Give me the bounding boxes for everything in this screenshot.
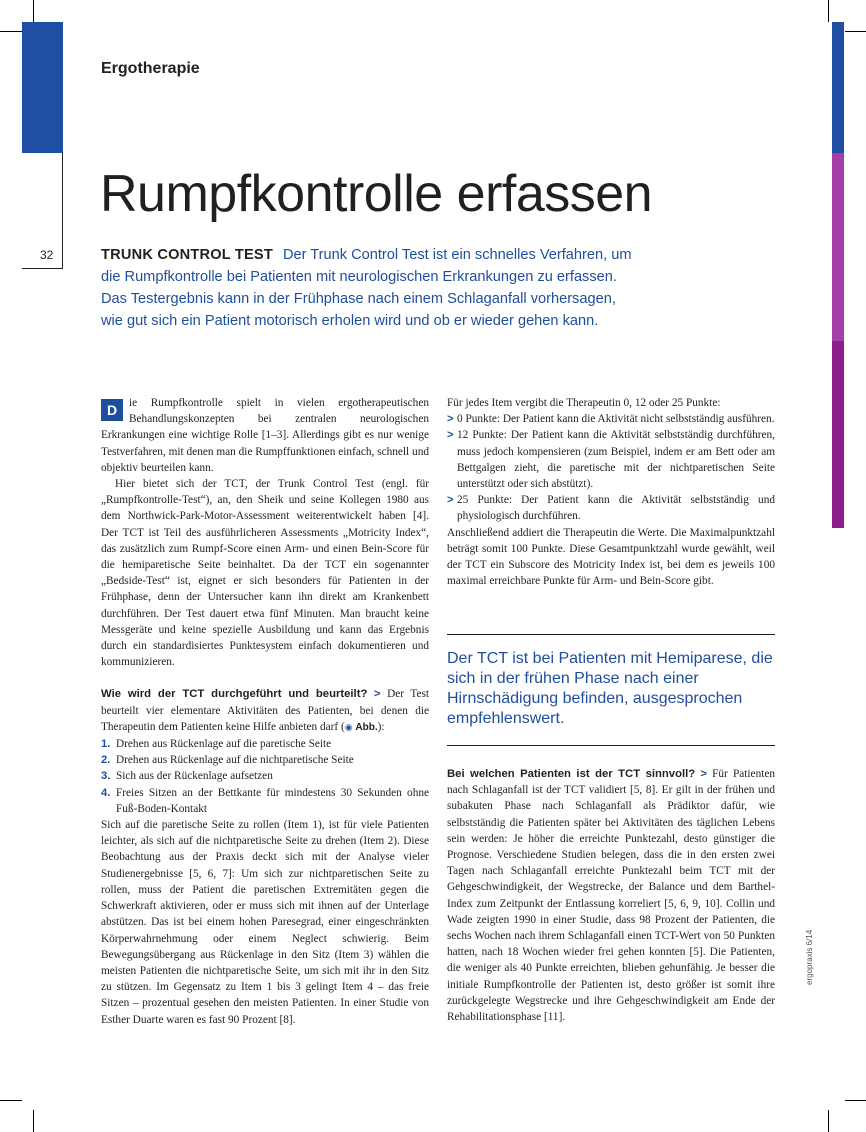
page-number-rule (22, 268, 63, 269)
points-list (447, 411, 775, 524)
page-title: Rumpfkontrolle erfassen (100, 165, 653, 223)
dropcap: D (101, 399, 123, 421)
question-heading: Bei welchen Patienten ist der TCT sinnvoll? (447, 768, 696, 780)
column-right-lower (447, 766, 775, 1025)
paragraph: Sich auf die paretische Seite zu rollen (Item 1), ist für viele Patienten leichter, als sich auf die nichtparetische Seite zu drehen (Item 2). Diese Beobachtung aus der Praxis deckt sich mit der Analyse vieler Studienergebnisse [5, 6, 7]: Um sich zur nichtparetischen Seite zu rollen, muss der Patient die paretischen Extremitäten gegen die Schwerkraft aktivieren, oder er muss sich mit ihnen auf der Unterlage abstützen. Das ist bei einem hohen Paresegrad, einer eingeschränkten Körperwahrnehmung oder einem Neglect schwierig. Beim Bewegungsübergang aus Rückenlage in den Sitz (Item 3) wählen die meisten Patienten die nichtparetische Seite, um sich mit ihr in den Sitz zu stützen. Im Gegensatz zu Item 1 bis 3 gelingt Item 4 – das freie Sitzen – prozentual gesehen den meisten Patienten. In einer Studie von Esther Duarte waren es fast 90 Prozent [8]. (101, 819, 429, 1026)
arrow-icon: > (700, 768, 707, 780)
list-item: 3. Sich aus der Rückenlage aufsetzen (101, 770, 273, 783)
lead-label: TRUNK CONTROL TEST (101, 247, 273, 263)
list-item: > 12 Punkte: Der Patient kann die Aktivität selbstständig durchführen, muss jedoch kompensieren (zum Beispiel, indem er am Bett oder am Bettgalgen zieht, die paretische mit der nichtparetischen Seite unterstützt oder sich abstützt). (447, 429, 775, 491)
page-number: 32 (40, 248, 54, 262)
left-rule-vertical (62, 153, 63, 268)
question-heading: Wie wird der TCT durchgeführt und beurteilt? (101, 688, 368, 701)
right-color-bar-magenta (832, 341, 844, 528)
crop-mark (828, 1110, 829, 1132)
list-item: 1. Drehen aus Rückenlage auf die paretische Seite (101, 738, 332, 751)
column-right (447, 395, 775, 589)
crop-mark (845, 31, 866, 32)
crop-mark (845, 1100, 866, 1101)
figure-reference-link[interactable]: Abb. (355, 721, 378, 733)
section-label: Ergotherapie (101, 60, 200, 77)
question-paragraph: Wie wird der TCT durchgeführt und beurteilt? > Der Test beurteilt vier elementare Aktivitäten des Patienten, bei denen die Therapeutin dem Patienten keine Hilfe anbieten darf (◉ Abb.): (101, 688, 429, 733)
paragraph: Hier bietet sich der TCT, der Trunk Control Test (engl. für „Rumpfkontrolle-Test“), an, den Sheik und seine Kollegen 1980 aus dem Northwick-Park-Motor-Assessment weiterentwickelt haben [4]. Der TCT ist Teil des ausführlicheren Assessments „Motricity Index“, das zusätzlich zum Rumpf-Score einen Arm- und einen Bein-Score für die hemiparetische Seite beinhaltet. Da der TCT ein sogenannter „Bedside-Test“ ist, eignet er sich besonders für Patienten in der Frühphase, denn der Untersucher kann ihn direkt am Krankenbett durchführen. Der Test dauert etwa fünf Minuten. Man braucht keine Messgeräte und keine spezielle Ausbildung und kann das Ergebnis durch ein standardisiertes Punktesystem einfach dokumentieren und kommunizieren. (101, 478, 429, 669)
left-color-bar (22, 22, 63, 153)
right-color-bar-purple (832, 153, 844, 341)
points-intro: Für jedes Item vergibt die Therapeutin 0, 12 oder 25 Punkte: (447, 397, 721, 409)
crop-mark (33, 0, 34, 22)
paragraph: Anschließend addiert die Therapeutin die Werte. Die Maximalpunktzahl beträgt somit 100 Punkte. Diese Gesamtpunktzahl wurde gewählt, weil der TCT ein Subscore des Motricity Index ist, bei dem es jeweils 100 maximal erreichbare Punkte für Arm- und Bein-Score gibt. (447, 526, 775, 588)
lead-paragraph (101, 244, 641, 332)
arrow-icon: > (373, 688, 381, 701)
question-paragraph: Bei welchen Patienten ist der TCT sinnvoll? > Für Patienten nach Schlaganfall ist der TCT validiert [5, 8]. Er gilt in der frühen und subakuten Phase nach Schlaganfall als Prädiktor dafür, wie selbstständig die Patienten später bei Aktivitäten des täglichen Lebens sein werden: Je höher die erreichte Punktezahl, desto günstiger die Prognose. Verschiedene Studien belegen, dass die in den ersten zwei Tagen nach Schlaganfall erreichte Punktezahl beim TCT mit der Gehgeschwindigkeit, der Wegstrecke, der Balance und dem Barthel-Index zum Zeitpunkt der Entlassung korreliert [5, 6, 9, 10]. Collin und Wade zeigten 1990 in einer Studie, dass 98 Prozent der Patienten, die sechs Wochen nach ihrem Schlaganfall einen TCT-Wert von 50 Punkten hatten, nach 18 Wochen wieder frei gehen konnten [5]. Die Patienten, die weniger als 40 Punkte erreichten, blieben gehunfähig. Je besser die initiale Rumpfkontrolle der Patienten ist, desto größer ist somit ihre zurückgelegte Wegstrecke und ihre Gehgeschwindigkeit am Ende der Rehabilitationsphase [11]. (447, 768, 776, 1024)
pull-quote: Der TCT ist bei Patienten mit Hemiparese, die sich in der frühen Phase nach einer Hirnschädigung befinden, ausgesprochen empfehlenswert. (447, 634, 775, 746)
right-color-bar-blue (832, 22, 844, 153)
list-item: > 0 Punkte: Der Patient kann die Aktivität nicht selbstständig ausführen. (447, 413, 775, 426)
item-list (101, 736, 429, 817)
list-item: 4. Freies Sitzen an der Bettkante für mindestens 30 Sekunden ohne Fuß-Boden-Kontakt (101, 786, 429, 815)
list-item: > 25 Punkte: Der Patient kann die Aktivität selbstständig und physiologisch durchführen. (447, 494, 775, 523)
intro-paragraph: D ie Rumpfkontrolle spielt in vielen ergotherapeutischen Behandlungskonzepten bei zentralen neurologischen Erkrankungen eine wichtige Rolle [1–3]. Allerdings gibt es nur wenige Testverfahren, mit denen man die Rumpffunktionen einfach, schnell und objektiv beurteilen kann. (101, 397, 429, 474)
footer-journal: ergopraxis 6/14 (805, 929, 814, 985)
list-item: 2. Drehen aus Rückenlage auf die nichtparetische Seite (101, 754, 354, 767)
crop-mark (0, 1100, 22, 1101)
column-left (101, 395, 429, 1028)
crop-mark (33, 1110, 34, 1132)
eye-icon: ◉ (344, 721, 353, 732)
crop-mark (828, 0, 829, 22)
crop-mark (0, 31, 22, 32)
lead-text: Der Trunk Control Test ist ein schnelles Verfahren, um die Rumpfkontrolle bei Patienten mit neurologischen Erkrankungen zu erfassen. Das Testergebnis kann in der Frühphase nach einem Schlaganfall vorhersagen, wie gut sich ein Patient motorisch erholen wird und ob er wieder gehen kann. (101, 247, 632, 329)
